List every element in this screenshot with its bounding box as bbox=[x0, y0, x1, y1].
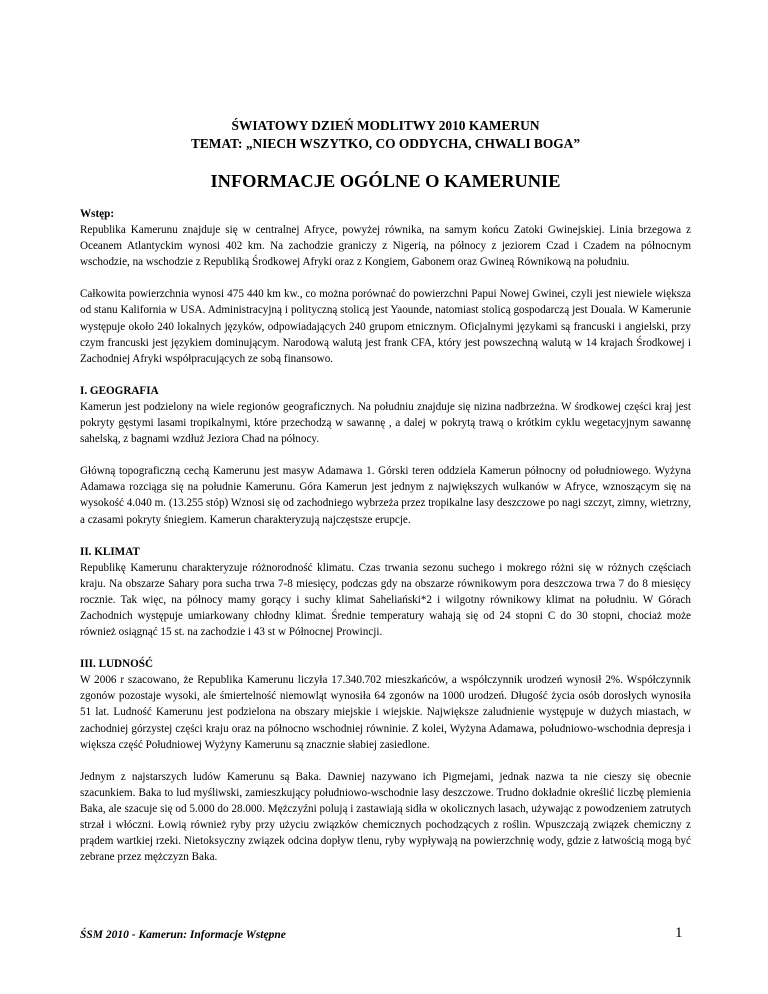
paragraph: Republikę Kamerunu charakteryzuje różnorodność klimatu. Czas trwania sezonu suchego i mokrego różni się w różnych częściach kraju. Na obszarze Sahary pora sucha trwa 7-8 miesięcy, podczas gdy na obszarze równikowym pora deszczowa trwa 7 do 8 miesięcy rocznie. Tak więc, na północy mamy gorący i suchy klimat Saheliański*2 i wilgotny równikowy klimat na południu. W Górach Zachodnich występuje umiarkowany chłodny klimat. Średnie temperatury wahają się od 24 stopni C do 30 stopni, chociaż może również osiągnąć 15 st. na zachodzie i 43 st w Północnej Prowincji. bbox=[80, 561, 691, 639]
footer-text: ŚSM 2010 - Kamerun: Informacje Wstępne bbox=[80, 929, 286, 941]
section-klimat bbox=[80, 544, 691, 641]
section-heading-klimat: II. KLIMAT bbox=[80, 545, 140, 558]
paragraph: Republika Kamerunu znajduje się w centralnej Afryce, powyżej równika, na samym końcu Zatoki Gwinejskiej. Linia brzegowa z Oceanem Atlantyckim wynosi 402 km. Na zachodzie graniczy z Nigerią, na północy z jeziorem Czad i Czadem na północnym wschodzie, na wschodzie z Republiką Środkowej Afryki oraz z Kongiem, Gabonem oraz Gwineą Równikową na południu. bbox=[80, 224, 691, 269]
paragraph: Jednym z najstarszych ludów Kamerunu są Baka. Dawniej nazywano ich Pigmejami, jednak nazwa ta nie cieszy się obecnie szacunkiem. Baka to lud myśliwski, zamieszkujący południowo-wschodnie lasy deszczowe. Trudno dokładnie określić liczbę plemienia Baka, ale szacuje się od 5.000 do 28.000. Mężczyźni polują i zastawiają sidła w okolicznych lasach, używając z powodzeniem zatrutych strzał i włóczni. Łowią również ryby przy użyciu związków chemicznych pochodzących z roślin. Wpuszczają związek chemiczny z prądem wartkiej rzeki. Nietoksyczny związek odcina dopływ tlenu, ryby wypływają na powierzchnię wody, gdzie z łatwością mogą być zebrane przez mężczyzn Baka. bbox=[80, 770, 691, 864]
section-intro bbox=[80, 206, 691, 367]
header-line-1: ŚWIATOWY DZIEŃ MODLITWY 2010 KAMERUN bbox=[231, 118, 540, 133]
document-body bbox=[80, 206, 691, 881]
section-ludnosc bbox=[80, 656, 691, 865]
paragraph: Całkowita powierzchnia wynosi 475 440 km kw., co można porównać do powierzchni Papui Nowej Gwinei, czyli jest niewiele większa od stanu Kalifornia w USA. Administracyjną i polityczną stolicą jest Yaounde, natomiast stolicą gospodarczą jest Douala. W Kamerunie występuje około 240 lokalnych języków, odpowiadających 240 grupom etnicznym. Oficjalnymi językami są francuski i angielski, przy czym francuski jest językiem dominującym. Narodową walutą jest frank CFA, który jest powszechną walutą w 14 krajach Środkowej i Zachodniej Afryki współpracujących ze sobą finansowo. bbox=[80, 288, 691, 365]
section-geografia bbox=[80, 383, 691, 528]
document-title: INFORMACJE OGÓLNE O KAMERUNIE bbox=[210, 171, 561, 191]
page-number: 1 bbox=[675, 925, 683, 941]
section-heading-intro: Wstęp: bbox=[80, 208, 115, 220]
section-heading-ludnosc: III. LUDNOŚĆ bbox=[80, 658, 154, 671]
paragraph: W 2006 r szacowano, że Republika Kamerunu liczyła 17.340.702 mieszkańców, a współczynnik urodzeń wynosił 2%. Współczynnik zgonów pozostaje wysoki, ale śmiertelność niemowląt wynosiła 64 zgonów na 1000 urodzeń. Długość życia osób dorosłych wynosiła 51 lat. Ludność Kamerunu jest podzielona na obszary miejskie i wiejskie. Największe zaludnienie występuje w dużych miastach, w zachodniej górzystej części kraju oraz na północno wschodniej równinie. Z kolei, Wyżyna Adamawa, południowo-wschodnia depresja i większa część Południowej Wyżyny Kamerunu są znacznie słabiej zasiedlone. bbox=[80, 674, 691, 751]
paragraph: Główną topograficzną cechą Kamerunu jest masyw Adamawa 1. Górski teren oddziela Kamerun północny od południowego. Wyżyna Adamawa rozciąga się na południe Kamerunu. Góra Kamerun jest jednym z największych wulkanów w Afryce, wznoszącym się na wysokość 4.040 m. (13.255 stóp) Wznosi się od zachodniego wybrzeża przez tropikalne lasy deszczowe po nagi szczyt, zimny, wietrzny, a czasami pokryty śniegiem. Kamerun charakteryzują najczęstsze erupcje. bbox=[80, 465, 691, 526]
header-line-2: TEMAT: „NIECH WSZYTKO, CO ODDYCHA, CHWALI BOGA” bbox=[190, 136, 581, 151]
section-heading-geografia: I. GEOGRAFIA bbox=[80, 384, 159, 397]
paragraph: Kamerun jest podzielony na wiele regionów geograficznych. Na południu znajduje się nizina nadbrzeżna. W środkowej części kraj jest pokryty gęstymi lasami tropikalnymi, które przechodzą w sawannę , a dalej w pokrytą trawą o krótkim cyklu wegetacyjnym sawannę sahelską, z bagnami wzdłuż Jeziora Chad na północy. bbox=[80, 400, 691, 446]
